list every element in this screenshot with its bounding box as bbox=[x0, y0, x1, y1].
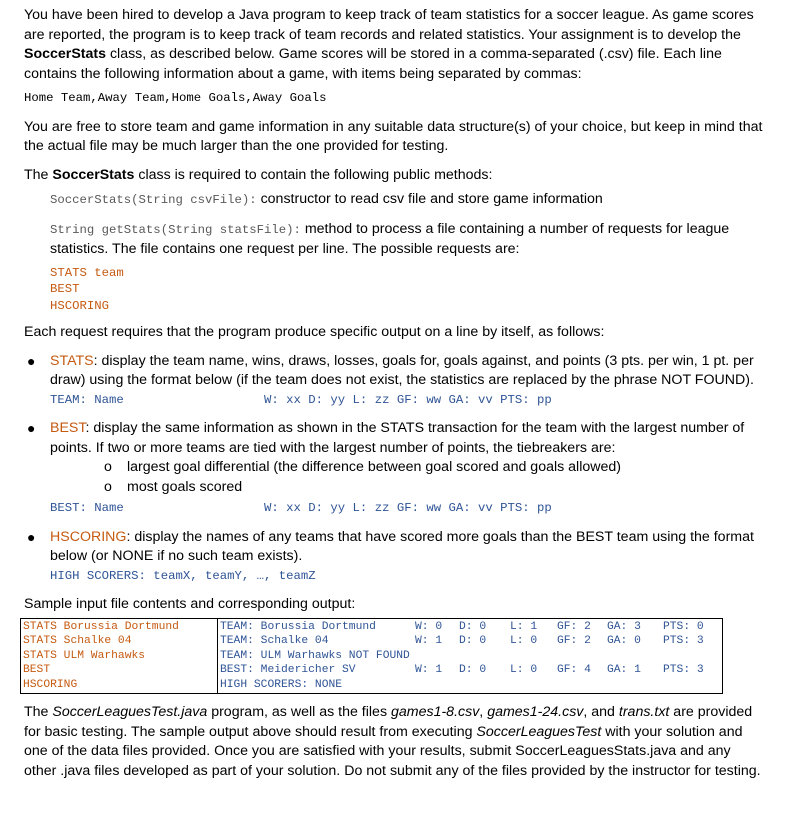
intro-paragraph: You have been hired to develop a Java program to keep track of team statistics for a soccer league. As game scores are reported, the program is to keep track of team records and related statistics. Your assignment is to develop the SoccerStats class, as described below. Game scores will be stored in a comma-separated (.csv) file. Each line contains the following information about a game, with items being separated by commas: bbox=[24, 7, 754, 82]
class-name-bold: SoccerStats bbox=[24, 46, 107, 62]
methods-intro: The SoccerStats class is required to contain the following public methods: bbox=[24, 166, 493, 183]
sample-output-line: TEAM: Schalke 04 W: 1 D: 0 L: 0 GF: 2 GA: 0 PTS: 3 bbox=[220, 635, 704, 648]
closing-paragraph: The SoccerLeaguesTest.java program, as well as the files games1-8.csv, games1-24.csv, and trans.txt are provided for basic testing. The sample output above should result from executing SoccerLeaguesTest with your solution and one of the data files provided. Once you are satisfied with your results, submit SoccerLeaguesStats.java and any other .java files developed as part of your solution. Do not submit any of the files provided by the instructor for testing. bbox=[24, 704, 761, 779]
tiebreaker-item: o most goals scored bbox=[24, 478, 764, 498]
best-format: BEST: Name W: xx D: yy L: zz GF: ww GA: vv PTS: pp bbox=[50, 501, 552, 515]
hscoring-bullet: ● HSCORING: display the names of any teams that have scored more goals than the BEST team using the format below (or NONE if no such team exists). HIGH SCORERS: teamX, teamY, …, teamZ bbox=[24, 528, 764, 587]
sample-input-line: STATS Borussia Dortmund bbox=[23, 620, 179, 633]
bullet-dot-icon: ● bbox=[27, 420, 36, 436]
sample-input-cell bbox=[21, 618, 218, 694]
best-bullet: ● BEST: display the same information as shown in the STATS transaction for the team with the largest number of points. If two or more teams are tied with the largest number of points, the tiebreakers are: o largest goal differential (the difference between goal scored and goals allowed) o most goals scored BEST: Name W: xx D: yy L: zz GF: ww GA: vv PTS: pp bbox=[24, 419, 764, 519]
request-item: HSCORING bbox=[50, 298, 110, 313]
sample-output-line: TEAM: Borussia Dortmund W: 0 D: 0 L: 1 GF: 2 GA: 3 PTS: 0 bbox=[220, 620, 704, 633]
sample-output-cell bbox=[218, 618, 723, 694]
getstats-method: String getStats(String statsFile): method to process a file containing a number of requests for league statistics. The file contains one request per line. The possible requests are: bbox=[50, 220, 730, 257]
bullet-dot-icon: ● bbox=[27, 352, 36, 369]
sample-output-line: TEAM: ULM Warhawks NOT FOUND bbox=[220, 649, 410, 662]
circle-bullet-icon: o bbox=[104, 459, 112, 475]
sample-input-line: STATS Schalke 04 bbox=[23, 635, 132, 648]
stats-format: TEAM: Name W: xx D: yy L: zz GF: ww GA: vv PTS: pp bbox=[50, 392, 552, 407]
sample-input-line: STATS ULM Warhawks bbox=[23, 649, 146, 662]
stats-bullet: ● STATS: display the team name, wins, draws, losses, goals for, goals against, and points (3 pts. per win, 1 pt. per draw) using the format below (if the team does not exist, the statistics are replaced by the phrase NOT FOUND). TEAM: Name W: xx D: yy L: zz GF: ww GA: vv PTS: pp bbox=[24, 352, 764, 411]
request-item: STATS team bbox=[50, 265, 124, 280]
hscoring-format: HIGH SCORERS: teamX, teamY, …, teamZ bbox=[50, 568, 316, 583]
request-list bbox=[50, 265, 764, 315]
sample-input-line: BEST bbox=[23, 664, 51, 677]
sample-output-line: HIGH SCORERS: NONE bbox=[220, 678, 343, 691]
request-item: BEST bbox=[50, 282, 80, 296]
each-request-paragraph: Each request requires that the program produce specific output on a line by itself, as follows: bbox=[24, 324, 605, 340]
assignment-document bbox=[24, 6, 764, 781]
sample-heading: Sample input file contents and corresponding output: bbox=[24, 596, 356, 612]
sample-table bbox=[20, 618, 723, 695]
free-store-paragraph: You are free to store team and game information in any suitable data structure(s) of your choice, but keep in mind that the actual file may be much larger than the one provided for testing. bbox=[24, 118, 763, 154]
constructor-method: SoccerStats(String csvFile): constructor to read csv file and store game information bbox=[50, 191, 603, 207]
sample-output-line: BEST: Meidericher SV W: 1 D: 0 L: 0 GF: 4 GA: 1 PTS: 3 bbox=[220, 664, 704, 677]
bullet-dot-icon: ● bbox=[27, 528, 36, 545]
tiebreaker-item: o largest goal differential (the difference between goal scored and goals allowed) bbox=[24, 458, 764, 478]
circle-bullet-icon: o bbox=[104, 478, 112, 495]
csv-format-line: Home Team,Away Team,Home Goals,Away Goals bbox=[24, 91, 327, 105]
sample-input-line: HSCORING bbox=[23, 678, 78, 691]
